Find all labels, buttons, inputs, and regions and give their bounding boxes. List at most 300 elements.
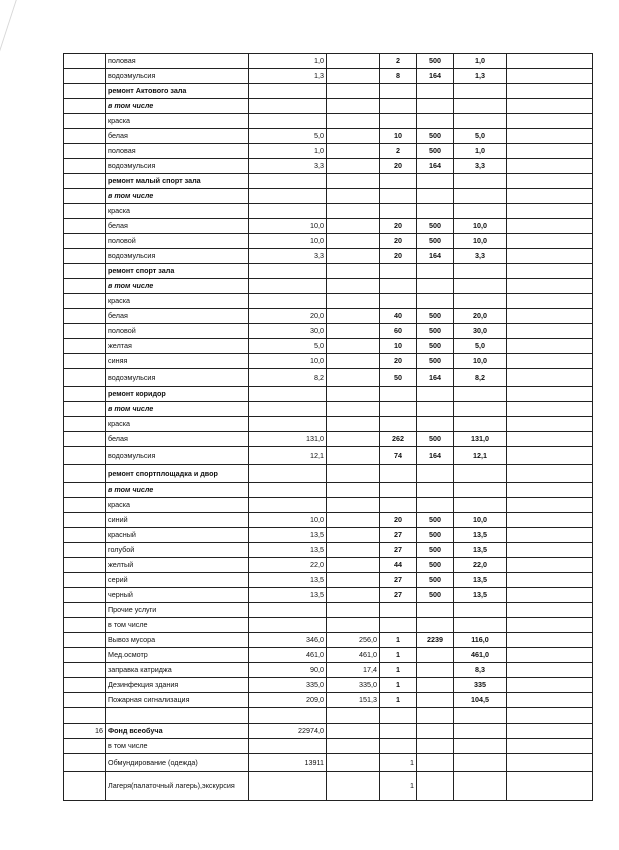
note-cell [507,339,593,354]
quantity-cell: 1 [380,772,417,801]
row-number-cell [64,528,106,543]
note-cell [507,174,593,189]
actual-amount-cell [327,513,380,528]
planned-amount-cell [249,483,327,498]
item-name-cell: половая [106,144,249,159]
note-cell [507,219,593,234]
quantity-cell: 2 [380,54,417,69]
note-cell [507,513,593,528]
planned-amount-cell: 13,5 [249,543,327,558]
total-cell: 13,5 [454,573,507,588]
row-number-cell [64,189,106,204]
table-row [64,264,593,279]
actual-amount-cell [327,84,380,99]
quantity-cell [380,387,417,402]
table-row [64,354,593,369]
note-cell [507,618,593,633]
item-name-cell: Мед.осмотр [106,648,249,663]
planned-amount-cell: 90,0 [249,663,327,678]
actual-amount-cell [327,558,380,573]
actual-amount-cell [327,249,380,264]
quantity-cell: 20 [380,513,417,528]
item-name-cell: ремонт малый спорт зала [106,174,249,189]
total-cell [454,99,507,114]
row-number-cell [64,354,106,369]
actual-amount-cell [327,219,380,234]
table-row [64,618,593,633]
table-row [64,573,593,588]
note-cell [507,498,593,513]
quantity-cell [380,498,417,513]
item-name-cell: ремонт Актового зала [106,84,249,99]
table-row [64,69,593,84]
table-row [64,603,593,618]
row-number-cell [64,573,106,588]
quantity-cell: 20 [380,219,417,234]
planned-amount-cell: 3,3 [249,159,327,174]
total-cell: 116,0 [454,633,507,648]
unit-price-cell: 500 [417,219,454,234]
note-cell [507,249,593,264]
planned-amount-cell: 20,0 [249,309,327,324]
total-cell [454,204,507,219]
planned-amount-cell [249,99,327,114]
unit-price-cell: 500 [417,129,454,144]
item-name-cell: белая [106,129,249,144]
total-cell: 461,0 [454,648,507,663]
unit-price-cell: 500 [417,324,454,339]
total-cell: 8,3 [454,663,507,678]
quantity-cell [380,174,417,189]
row-number-cell [64,588,106,603]
total-cell [454,754,507,772]
planned-amount-cell: 5,0 [249,339,327,354]
actual-amount-cell [327,528,380,543]
quantity-cell: 20 [380,159,417,174]
total-cell: 1,3 [454,69,507,84]
note-cell [507,588,593,603]
actual-amount-cell [327,54,380,69]
item-name-cell: Лагеря(палаточный лагерь),экскурсия [106,772,249,801]
table-row [64,465,593,483]
item-name-cell: ремонт спорт зала [106,264,249,279]
quantity-cell: 40 [380,309,417,324]
row-number-cell [64,465,106,483]
item-name-cell: Вывоз мусора [106,633,249,648]
quantity-cell: 50 [380,369,417,387]
planned-amount-cell: 10,0 [249,354,327,369]
actual-amount-cell: 17,4 [327,663,380,678]
planned-amount-cell: 1,3 [249,69,327,84]
unit-price-cell [417,84,454,99]
row-number-cell [64,772,106,801]
planned-amount-cell [249,498,327,513]
unit-price-cell [417,739,454,754]
total-cell: 20,0 [454,309,507,324]
row-number-cell [64,129,106,144]
actual-amount-cell [327,618,380,633]
item-name-cell: в том числе [106,279,249,294]
item-name-cell: заправка катриджа [106,663,249,678]
planned-amount-cell: 30,0 [249,324,327,339]
actual-amount-cell [327,708,380,724]
row-number-cell [64,264,106,279]
unit-price-cell [417,724,454,739]
actual-amount-cell [327,498,380,513]
actual-amount-cell [327,772,380,801]
planned-amount-cell: 209,0 [249,693,327,708]
actual-amount-cell [327,174,380,189]
planned-amount-cell: 10,0 [249,513,327,528]
item-name-cell: синий [106,513,249,528]
note-cell [507,129,593,144]
quantity-cell: 1 [380,693,417,708]
actual-amount-cell [327,465,380,483]
row-number-cell [64,693,106,708]
table-row [64,558,593,573]
row-number-cell [64,387,106,402]
item-name-cell: белая [106,219,249,234]
item-name-cell [106,708,249,724]
unit-price-cell [417,498,454,513]
actual-amount-cell [327,114,380,129]
row-number-cell [64,309,106,324]
note-cell [507,84,593,99]
table-row [64,309,593,324]
quantity-cell [380,189,417,204]
table-row [64,129,593,144]
planned-amount-cell [249,387,327,402]
item-name-cell: в том числе [106,402,249,417]
quantity-cell [380,279,417,294]
note-cell [507,417,593,432]
table-row [64,772,593,801]
total-cell [454,603,507,618]
actual-amount-cell [327,387,380,402]
note-cell [507,447,593,465]
planned-amount-cell: 13911 [249,754,327,772]
note-cell [507,99,593,114]
table-row [64,189,593,204]
row-number-cell [64,204,106,219]
quantity-cell [380,618,417,633]
quantity-cell [380,84,417,99]
item-name-cell: в том числе [106,618,249,633]
unit-price-cell [417,294,454,309]
note-cell [507,354,593,369]
quantity-cell: 20 [380,249,417,264]
total-cell: 10,0 [454,513,507,528]
unit-price-cell [417,603,454,618]
note-cell [507,603,593,618]
total-cell: 13,5 [454,543,507,558]
budget-table [63,53,593,801]
planned-amount-cell: 335,0 [249,678,327,693]
unit-price-cell [417,693,454,708]
total-cell: 13,5 [454,588,507,603]
table-row [64,402,593,417]
table-row [64,663,593,678]
item-name-cell: Прочие услуги [106,603,249,618]
row-number-cell: 16 [64,724,106,739]
note-cell [507,573,593,588]
actual-amount-cell [327,588,380,603]
actual-amount-cell: 335,0 [327,678,380,693]
table-row [64,339,593,354]
item-name-cell: желтый [106,558,249,573]
unit-price-cell: 500 [417,528,454,543]
item-name-cell: красный [106,528,249,543]
row-number-cell [64,447,106,465]
table-row [64,114,593,129]
unit-price-cell [417,618,454,633]
table-row [64,693,593,708]
actual-amount-cell [327,264,380,279]
scan-edge-mark [0,0,39,60]
table-row [64,648,593,663]
actual-amount-cell [327,309,380,324]
unit-price-cell [417,99,454,114]
total-cell [454,114,507,129]
total-cell: 12,1 [454,447,507,465]
item-name-cell: водоэмульсия [106,447,249,465]
total-cell: 5,0 [454,339,507,354]
item-name-cell: краска [106,417,249,432]
item-name-cell: синяя [106,354,249,369]
unit-price-cell [417,483,454,498]
total-cell [454,84,507,99]
note-cell [507,264,593,279]
quantity-cell: 10 [380,129,417,144]
table-row [64,498,593,513]
total-cell [454,618,507,633]
note-cell [507,54,593,69]
planned-amount-cell: 461,0 [249,648,327,663]
item-name-cell: Фонд всеобуча [106,724,249,739]
note-cell [507,465,593,483]
unit-price-cell [417,264,454,279]
quantity-cell [380,465,417,483]
item-name-cell: краска [106,498,249,513]
total-cell: 335 [454,678,507,693]
unit-price-cell [417,678,454,693]
note-cell [507,432,593,447]
actual-amount-cell [327,417,380,432]
quantity-cell: 1 [380,678,417,693]
total-cell: 30,0 [454,324,507,339]
unit-price-cell: 164 [417,369,454,387]
item-name-cell: краска [106,294,249,309]
total-cell: 13,5 [454,528,507,543]
actual-amount-cell [327,189,380,204]
planned-amount-cell [249,84,327,99]
total-cell [454,483,507,498]
planned-amount-cell: 10,0 [249,219,327,234]
item-name-cell: в том числе [106,99,249,114]
row-number-cell [64,279,106,294]
actual-amount-cell: 151,3 [327,693,380,708]
row-number-cell [64,402,106,417]
note-cell [507,754,593,772]
total-cell: 10,0 [454,354,507,369]
actual-amount-cell [327,543,380,558]
planned-amount-cell: 13,5 [249,573,327,588]
row-number-cell [64,432,106,447]
unit-price-cell [417,417,454,432]
table-row [64,279,593,294]
row-number-cell [64,54,106,69]
note-cell [507,309,593,324]
total-cell [454,739,507,754]
planned-amount-cell [249,603,327,618]
row-number-cell [64,558,106,573]
item-name-cell: краска [106,204,249,219]
quantity-cell: 44 [380,558,417,573]
table-row [64,543,593,558]
actual-amount-cell [327,294,380,309]
quantity-cell [380,603,417,618]
table-row [64,633,593,648]
note-cell [507,724,593,739]
quantity-cell [380,708,417,724]
planned-amount-cell: 10,0 [249,234,327,249]
total-cell [454,772,507,801]
row-number-cell [64,234,106,249]
total-cell: 3,3 [454,159,507,174]
note-cell [507,369,593,387]
planned-amount-cell: 13,5 [249,528,327,543]
quantity-cell [380,483,417,498]
actual-amount-cell [327,432,380,447]
note-cell [507,648,593,663]
unit-price-cell [417,772,454,801]
unit-price-cell: 500 [417,573,454,588]
row-number-cell [64,513,106,528]
total-cell [454,189,507,204]
row-number-cell [64,483,106,498]
unit-price-cell [417,114,454,129]
actual-amount-cell [327,144,380,159]
item-name-cell: водоэмульсия [106,69,249,84]
total-cell [454,465,507,483]
quantity-cell [380,739,417,754]
actual-amount-cell [327,573,380,588]
item-name-cell: голубой [106,543,249,558]
actual-amount-cell: 461,0 [327,648,380,663]
quantity-cell: 20 [380,234,417,249]
table-row [64,249,593,264]
quantity-cell: 27 [380,573,417,588]
total-cell: 131,0 [454,432,507,447]
total-cell [454,279,507,294]
note-cell [507,663,593,678]
table-row [64,144,593,159]
table-row [64,483,593,498]
unit-price-cell: 500 [417,558,454,573]
table-row [64,739,593,754]
actual-amount-cell [327,159,380,174]
quantity-cell [380,114,417,129]
actual-amount-cell [327,739,380,754]
quantity-cell [380,402,417,417]
planned-amount-cell [249,402,327,417]
row-number-cell [64,84,106,99]
note-cell [507,402,593,417]
row-number-cell [64,114,106,129]
total-cell [454,724,507,739]
planned-amount-cell: 8,2 [249,369,327,387]
item-name-cell: желтая [106,339,249,354]
unit-price-cell: 164 [417,69,454,84]
unit-price-cell [417,402,454,417]
row-number-cell [64,648,106,663]
total-cell [454,174,507,189]
row-number-cell [64,663,106,678]
item-name-cell: ремонт коридор [106,387,249,402]
table-row [64,447,593,465]
row-number-cell [64,99,106,114]
unit-price-cell: 500 [417,354,454,369]
table-row [64,219,593,234]
row-number-cell [64,754,106,772]
note-cell [507,483,593,498]
note-cell [507,234,593,249]
quantity-cell: 20 [380,354,417,369]
table-row [64,513,593,528]
actual-amount-cell [327,754,380,772]
planned-amount-cell: 12,1 [249,447,327,465]
unit-price-cell: 2239 [417,633,454,648]
note-cell [507,387,593,402]
quantity-cell: 1 [380,754,417,772]
actual-amount-cell [327,402,380,417]
note-cell [507,324,593,339]
unit-price-cell [417,708,454,724]
row-number-cell [64,174,106,189]
note-cell [507,558,593,573]
quantity-cell: 2 [380,144,417,159]
row-number-cell [64,339,106,354]
table-row [64,294,593,309]
row-number-cell [64,369,106,387]
actual-amount-cell [327,129,380,144]
unit-price-cell: 164 [417,447,454,465]
item-name-cell: ремонт спортплощадка и двор [106,465,249,483]
planned-amount-cell: 1,0 [249,144,327,159]
quantity-cell [380,204,417,219]
row-number-cell [64,144,106,159]
unit-price-cell: 500 [417,339,454,354]
row-number-cell [64,249,106,264]
item-name-cell: водоэмульсия [106,249,249,264]
note-cell [507,633,593,648]
actual-amount-cell [327,354,380,369]
planned-amount-cell [249,465,327,483]
row-number-cell [64,219,106,234]
row-number-cell [64,543,106,558]
row-number-cell [64,294,106,309]
planned-amount-cell [249,294,327,309]
actual-amount-cell [327,724,380,739]
actual-amount-cell [327,339,380,354]
item-name-cell: половой [106,324,249,339]
item-name-cell: в том числе [106,483,249,498]
table-row [64,417,593,432]
planned-amount-cell [249,264,327,279]
planned-amount-cell [249,204,327,219]
total-cell [454,498,507,513]
table-row [64,754,593,772]
